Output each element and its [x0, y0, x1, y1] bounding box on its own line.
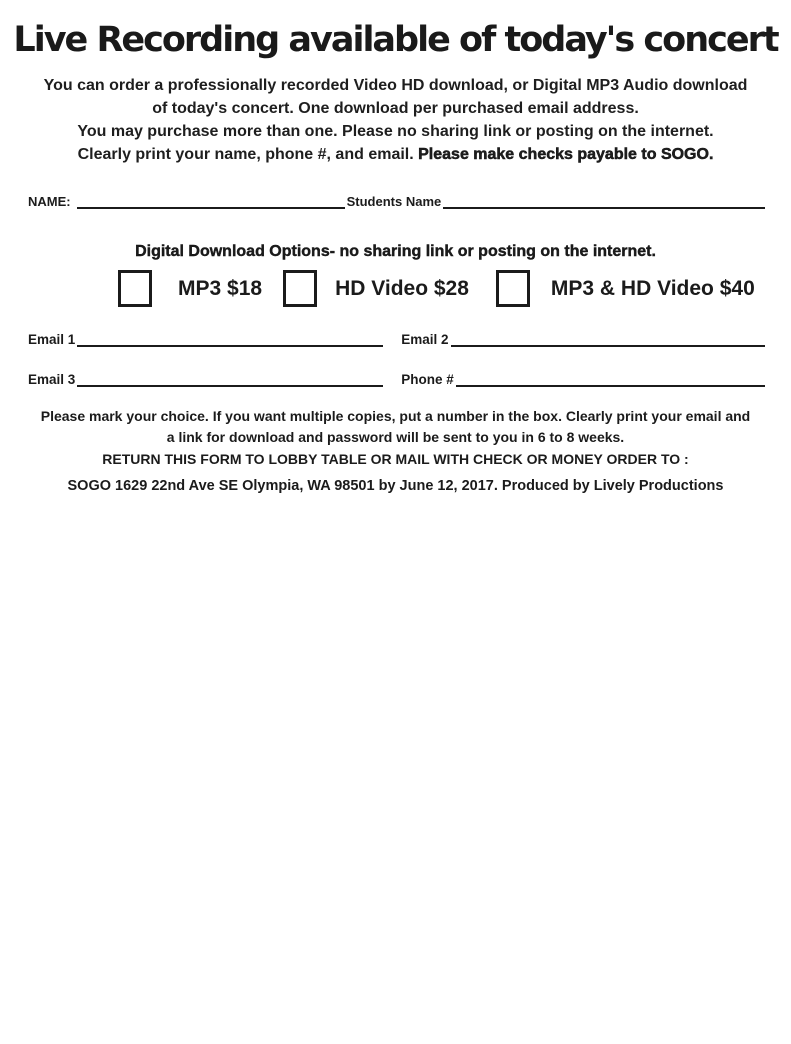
- email-row-1: [28, 331, 765, 347]
- email2-label: Email 2: [401, 332, 449, 347]
- name-label: NAME:: [28, 194, 71, 209]
- footer-line-2: a link for download and password will be sent to you in 6 to 8 weeks.: [166, 429, 625, 445]
- email1-input-line[interactable]: [77, 331, 383, 347]
- mp3-hd-video-checkbox[interactable]: [496, 270, 530, 307]
- phone-label: Phone #: [401, 372, 454, 387]
- students-name-label: Students Name: [346, 194, 442, 209]
- intro-line-2: of today's concert. One download per purchased email address.: [152, 100, 639, 117]
- intro-line-4: [0, 143, 791, 166]
- intro-line-1: You can order a professionally recorded Video HD download, or Digital MP3 Audio download: [43, 77, 748, 94]
- email3-label: Email 3: [28, 372, 76, 387]
- mp3-checkbox[interactable]: [118, 270, 152, 307]
- email-row-2: [28, 371, 765, 387]
- hd-video-checkbox[interactable]: [283, 270, 317, 307]
- footer-instructions: [0, 406, 791, 497]
- intro-line-4-regular: Clearly print your name, phone #, and email.: [77, 146, 419, 163]
- email2-input-line[interactable]: [451, 331, 765, 347]
- phone-input-line[interactable]: [456, 371, 765, 387]
- name-input-line[interactable]: [77, 193, 345, 209]
- hd-video-option-label: HD Video $28: [335, 276, 469, 300]
- mp3-hd-video-option-label: MP3 & HD Video $40: [550, 276, 755, 300]
- students-name-input-line[interactable]: [443, 193, 765, 209]
- intro-line-3: You may purchase more than one. Please no sharing link or posting on the internet.: [77, 123, 714, 140]
- order-form-page: [0, 20, 791, 1044]
- intro-line-4-bold: Please make checks payable to SOGO.: [418, 146, 714, 163]
- email1-label: Email 1: [28, 332, 76, 347]
- footer-line-1: Please mark your choice. If you want multiple copies, put a number in the box. Clearly print your email and: [40, 408, 751, 424]
- return-instructions-line: RETURN THIS FORM TO LOBBY TABLE OR MAIL WITH CHECK OR MONEY ORDER TO :: [102, 451, 689, 467]
- intro-paragraph: [0, 74, 791, 166]
- download-options-row: [118, 270, 791, 307]
- mp3-option-label: MP3 $18: [178, 276, 263, 300]
- address-line: SOGO 1629 22nd Ave SE Olympia, WA 98501 by June 12, 2017. Produced by Lively Productions: [67, 478, 724, 494]
- download-options-heading: Digital Download Options- no sharing link or posting on the internet.: [135, 243, 656, 260]
- email3-input-line[interactable]: [77, 371, 383, 387]
- name-row: [28, 193, 765, 209]
- page-title: Live Recording available of today's concert: [13, 20, 778, 60]
